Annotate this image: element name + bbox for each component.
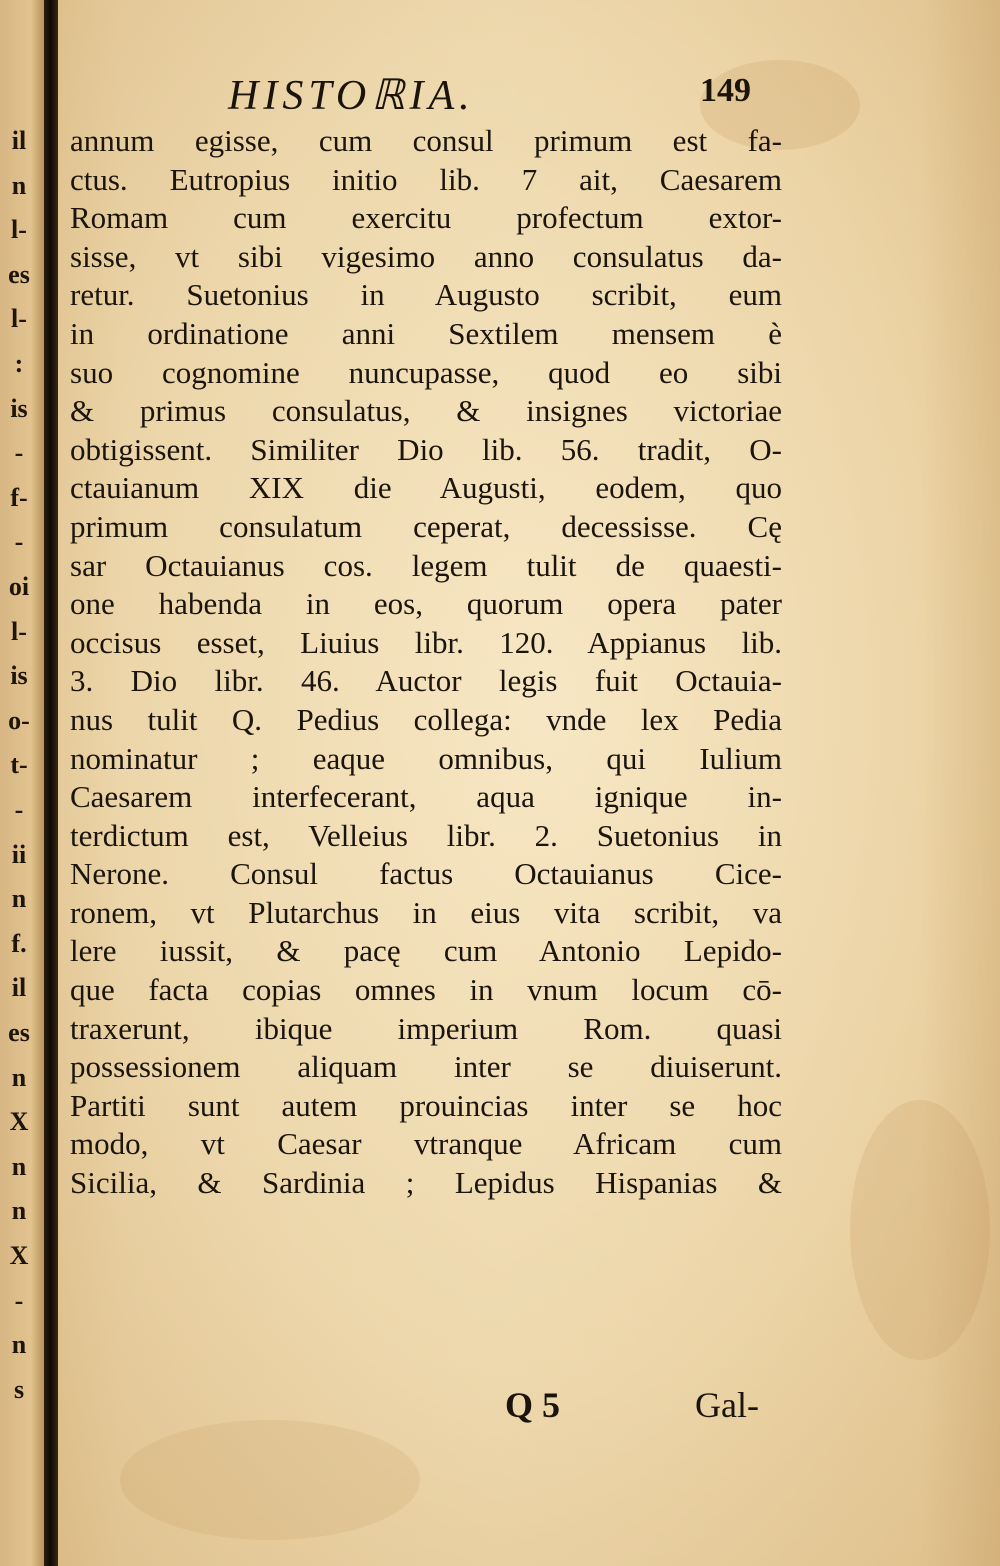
facing-page-fragment: l- xyxy=(11,616,27,646)
text-line: Caesarem interfecerant, aqua ignique in- xyxy=(70,779,782,815)
facing-page-fragment: il xyxy=(11,126,27,155)
paper-stain xyxy=(850,1100,990,1360)
text-line: primum consulatum ceperat, decessisse. Cę xyxy=(70,508,782,544)
facing-page-fragment: X xyxy=(9,1241,29,1270)
text-line: Partiti sunt autem prouincias inter se hoc xyxy=(70,1087,782,1123)
text-line: occisus esset, Liuius libr. 120. Appianus lib. xyxy=(70,624,782,660)
text-line: Nerone. Consul factus Octauianus Cice- xyxy=(70,856,782,892)
facing-page-fragment: n xyxy=(11,1062,27,1092)
text-line: que facta copias omnes in vnum locum cō- xyxy=(70,972,782,1008)
text-line: sar Octauianus cos. legem tulit de quaesti- xyxy=(70,547,782,583)
facing-page-fragment: f. xyxy=(11,928,27,958)
book-gutter xyxy=(44,0,58,1566)
text-line: traxerunt, ibique imperium Rom. quasi xyxy=(70,1010,782,1046)
paper-stain xyxy=(120,1420,420,1540)
text-line: sisse, vt sibi vigesimo anno consulatus da- xyxy=(70,238,782,274)
facing-page-edge xyxy=(0,0,44,1566)
facing-page-fragment: is xyxy=(10,393,28,423)
text-line: ctus. Eutropius initio lib. 7 ait, Caesarem xyxy=(70,161,782,197)
catchword: Gal- xyxy=(695,1385,759,1425)
text-line: in ordinatione anni Sextilem mensem è xyxy=(70,315,782,351)
facing-page-fragment: - xyxy=(14,1285,24,1315)
text-line: obtigissent. Similiter Dio lib. 56. tradit, O- xyxy=(70,431,782,467)
facing-page-fragment: n xyxy=(11,1196,27,1226)
running-head: HISTOℝIA. xyxy=(228,73,475,119)
facing-page-fragment: oi xyxy=(8,572,30,601)
body-text xyxy=(70,122,782,1203)
facing-page-fragment: o- xyxy=(8,705,30,735)
facing-page-fragment: es xyxy=(8,259,30,289)
facing-page-fragment: - xyxy=(14,795,24,824)
text-line: 3. Dio libr. 46. Auctor legis fuit Octauia- xyxy=(70,663,782,699)
facing-page-fragment: n xyxy=(11,1330,27,1360)
text-line: suo cognomine nuncupasse, quod eo sibi xyxy=(70,354,782,390)
facing-page-fragment: - xyxy=(14,438,24,468)
facing-page-fragment: - xyxy=(14,527,24,557)
text-line: lere iussit, & pacę cum Antonio Lepido- xyxy=(70,933,782,969)
text-line: nus tulit Q. Pedius collega: vnde lex Pedia xyxy=(70,701,782,737)
facing-page-fragment: : xyxy=(14,349,24,378)
text-line: Romam cum exercitu profectum extor- xyxy=(70,200,782,236)
text-line: one habenda in eos, quorum opera pater xyxy=(70,586,782,622)
text-line: ctauianum XIX die Augusti, eodem, quo xyxy=(70,470,782,506)
facing-page-fragment: s xyxy=(13,1374,25,1404)
signature-mark: Q 5 xyxy=(505,1385,561,1425)
page-number: 149 xyxy=(700,72,751,109)
facing-page-fragment: l- xyxy=(11,215,27,245)
text-line: & primus consulatus, & insignes victoriae xyxy=(70,393,782,429)
text-line: nominatur ; eaque omnibus, qui Iulium xyxy=(70,740,782,776)
facing-page-fragment: n xyxy=(11,884,27,914)
facing-page-fragment: il xyxy=(11,973,27,1003)
text-line: ronem, vt Plutarchus in eius vita scribit, va xyxy=(70,894,782,930)
text-line: terdictum est, Velleius libr. 2. Suetonius in xyxy=(70,817,782,853)
facing-page-fragment: es xyxy=(8,1018,30,1047)
facing-page-fragment: ii xyxy=(11,839,27,869)
text-line: retur. Suetonius in Augusto scribit, eum xyxy=(70,277,782,313)
text-line: Sicilia, & Sardinia ; Lepidus Hispanias & xyxy=(70,1165,782,1201)
facing-page-fragment: n xyxy=(11,170,27,200)
text-line: possessionem aliquam inter se diuiserunt. xyxy=(70,1049,782,1085)
text-line: modo, vt Caesar vtranque Africam cum xyxy=(70,1126,782,1162)
facing-page-fragment: is xyxy=(10,661,28,691)
facing-page-fragment: X xyxy=(9,1107,29,1137)
facing-page-fragment: t- xyxy=(10,750,28,780)
facing-page-fragment: n xyxy=(11,1151,27,1181)
facing-page-fragment: l- xyxy=(11,304,27,334)
text-line: annum egisse, cum consul primum est fa- xyxy=(70,123,782,158)
facing-page-fragment: f- xyxy=(10,482,28,512)
